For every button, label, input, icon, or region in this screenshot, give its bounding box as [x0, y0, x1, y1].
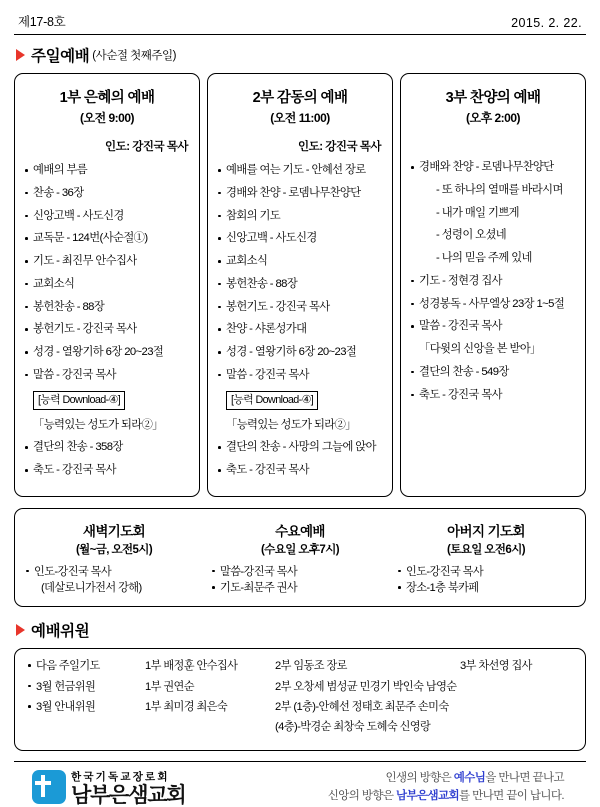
service-1-time: (오전 9:00): [79, 111, 135, 125]
meeting-1-name: 새벽기도회: [82, 523, 146, 539]
list-item: 말씀 - 강진국 목사: [24, 368, 190, 383]
page-header: [14, 10, 586, 35]
list-item: 교회소식: [24, 277, 190, 292]
list-item: 인도-강진국 목사: [25, 564, 203, 580]
service-2-time: (오전 11:00): [270, 111, 330, 125]
service-1-name: 1부 은혜의 예배: [59, 90, 155, 106]
list-item: 찬양 - 샤론성가대: [217, 322, 383, 337]
list-item-badge: [24, 391, 190, 411]
committee-col-1: 1부 권연순: [145, 680, 194, 693]
list-item: 성경 - 열왕기하 6장 20~23절: [24, 345, 190, 360]
worship-subtitle-text: (사순절 첫째주일): [92, 50, 176, 62]
triangle-bullet-icon: [16, 49, 25, 61]
issue-date: 2015. 2. 22.: [511, 16, 582, 30]
sermon-series-badge: [능력 Download-④]: [226, 391, 318, 411]
list-item: - 나의 믿음 주께 있네: [436, 252, 532, 264]
meeting-1-list: [25, 564, 203, 596]
table-row: [27, 699, 573, 716]
service-1-leader-name: 강진국 목사: [132, 141, 188, 153]
slogan-1-b: 을 만나면 끝나고: [485, 771, 564, 784]
list-item-badge: [217, 391, 383, 411]
worship-title-text: 주일예배: [31, 48, 90, 65]
meeting-1-when: (월~금, 오전5시): [75, 543, 153, 556]
list-item: 교독문 - 124번(사순절①): [24, 231, 190, 246]
committee-role: 3월 안내위원: [27, 699, 145, 716]
committee-col-1: 1부 배정훈 안수집사: [145, 660, 238, 673]
meeting-2-name: 수요예배: [275, 523, 325, 539]
list-item: 기도-최문주 권사: [211, 580, 389, 596]
meeting-3-name: 아버지 기도회: [447, 523, 525, 539]
list-item: (데살로니가전서 강해): [41, 582, 142, 595]
list-item: 경배와 찬양 - 로뎀나무찬양단: [217, 186, 383, 201]
table-row: [27, 719, 573, 736]
list-item: 예배의 부름: [24, 163, 190, 178]
sermon-series-badge: [능력 Download-④]: [33, 391, 125, 411]
list-item: 경배와 찬양 - 로뎀나무찬양단: [410, 160, 576, 175]
service-card-1: [14, 73, 200, 497]
list-item: 결단의 찬송 - 549장: [410, 365, 576, 380]
committee-col-2: 2부 임동조 장로: [275, 660, 347, 673]
committee-col-1: 1부 최미경 최은숙: [145, 701, 228, 713]
church-name-block: [71, 769, 186, 806]
slogan-line-1: [328, 769, 564, 787]
slogan-1-a: 인생의 방향은: [385, 771, 454, 784]
service-3-time: (오후 2:00): [465, 111, 521, 125]
church-slogan: [328, 769, 586, 806]
cross-logo-icon: [32, 770, 66, 804]
sermon-title: 「능력있는 성도가 되라②」: [226, 418, 356, 431]
list-item: 신앙고백 - 사도신경: [24, 209, 190, 224]
services-container: [14, 73, 586, 497]
list-item: 봉헌기도 - 강진국 목사: [24, 322, 190, 337]
worship-section-title: [16, 44, 586, 66]
committee-col-3: 3부 차선영 집사: [460, 660, 532, 673]
list-item: 말씀 - 강진국 목사: [410, 319, 576, 334]
committee-table: [14, 648, 586, 750]
list-item: 장소-1층 북카페: [397, 580, 575, 596]
committee-role: [27, 719, 145, 736]
committee-role: 다음 주일기도: [27, 658, 145, 675]
service-1-order-list: [24, 163, 190, 478]
list-item: 봉헌찬송 - 88장: [24, 300, 190, 315]
list-item: - 또 하나의 열매를 바라시며: [436, 183, 563, 196]
committee-col-2: 2부 (1층)-안혜선 정태호 최문주 손미숙: [275, 701, 449, 713]
meetings-container: [14, 508, 586, 607]
slogan-2-b: 를 만나면 끝이 납니다.: [459, 790, 564, 803]
service-card-3: [400, 73, 586, 497]
meeting-3-list: [397, 564, 575, 596]
table-row: [27, 658, 573, 675]
list-item: 찬송 - 36장: [24, 186, 190, 201]
service-card-2: [207, 73, 393, 497]
service-2-order-list: [217, 163, 383, 478]
list-item: 참회의 기도: [217, 209, 383, 224]
list-item: 예배를 여는 기도 - 안혜선 장로: [217, 163, 383, 178]
committee-title-text: 예배위원: [31, 623, 90, 641]
church-name: 남부은샘교회: [71, 783, 186, 807]
slogan-2-highlight: 남부은샘교회: [395, 790, 460, 803]
list-item: 교회소식: [217, 254, 383, 269]
list-item: 결단의 찬송 - 358장: [24, 440, 190, 455]
issue-number: 제17-8호: [18, 15, 66, 29]
page-footer: [14, 761, 586, 806]
triangle-bullet-icon: [16, 624, 25, 636]
meeting-2-list: [211, 564, 389, 596]
meeting-card-wednesday-service: [207, 518, 393, 596]
list-item: - 성령이 오셨네: [436, 229, 507, 242]
list-item: 기도 - 정현경 집사: [410, 274, 576, 289]
list-item: 축도 - 강진국 목사: [410, 388, 576, 403]
committee-col-3: [460, 679, 573, 696]
committee-section-title: [16, 619, 586, 641]
slogan-line-2: [328, 787, 564, 805]
committee-col-2: (4층)-박경순 최창숙 도혜숙 신영랑: [275, 721, 431, 734]
list-item: 말씀 - 강진국 목사: [217, 368, 383, 383]
service-3-leader: [410, 138, 576, 151]
service-2-leader-name: 강진국 목사: [325, 141, 381, 153]
list-item: 신앙고백 - 사도신경: [217, 231, 383, 246]
slogan-2-a: 신앙의 방향은: [327, 790, 396, 803]
service-1-leader: [24, 138, 190, 154]
list-item: 기도 - 최진무 안수집사: [24, 254, 190, 269]
service-2-leader: [217, 138, 383, 154]
service-2-leader-label: 인도:: [297, 141, 323, 153]
service-2-name: 2부 감동의 예배: [252, 90, 348, 106]
table-row: [27, 679, 573, 696]
committee-col-3: [460, 699, 573, 716]
sermon-title: 「능력있는 성도가 되라②」: [33, 418, 163, 431]
list-item: - 내가 매일 기쁘게: [436, 206, 519, 219]
committee-role: 3월 헌금위원: [27, 679, 145, 696]
list-item: 봉헌찬송 - 88장: [217, 277, 383, 292]
list-item: 결단의 찬송 - 사망의 그늘에 앉아: [217, 440, 383, 455]
sermon-title: 「다윗의 신앙을 본 받아」: [419, 343, 541, 355]
meeting-3-when: (토요일 오전6시): [447, 543, 525, 556]
service-3-name: 3부 찬양의 예배: [445, 90, 541, 106]
denomination-name: 한국기독교장로회: [71, 770, 170, 783]
meeting-2-when: (수요일 오후7시): [261, 543, 339, 556]
committee-col-1: [145, 719, 275, 736]
meeting-card-dawn-prayer: [21, 518, 207, 596]
service-3-order-list: [410, 160, 576, 403]
list-item: 성경 - 열왕기하 6장 20~23절: [217, 345, 383, 360]
service-1-leader-label: 인도:: [104, 141, 130, 153]
meeting-card-fathers-prayer: [393, 518, 579, 596]
list-item: 인도-강진국 목사: [397, 564, 575, 580]
list-item: 축도 - 강진국 목사: [217, 463, 383, 478]
committee-col-2: 2부 오창세 범성균 민경기 박인숙 남영순: [275, 680, 457, 693]
committee-col-3: [460, 719, 573, 736]
list-item: 축도 - 강진국 목사: [24, 463, 190, 478]
list-item: 성경봉독 - 사무엘상 23장 1~5절: [410, 297, 576, 312]
list-item: 봉헌기도 - 강진국 목사: [217, 300, 383, 315]
list-item: 말씀-강진국 목사: [211, 564, 389, 580]
slogan-1-highlight: 예수님: [453, 771, 486, 784]
church-logo: [14, 769, 186, 806]
